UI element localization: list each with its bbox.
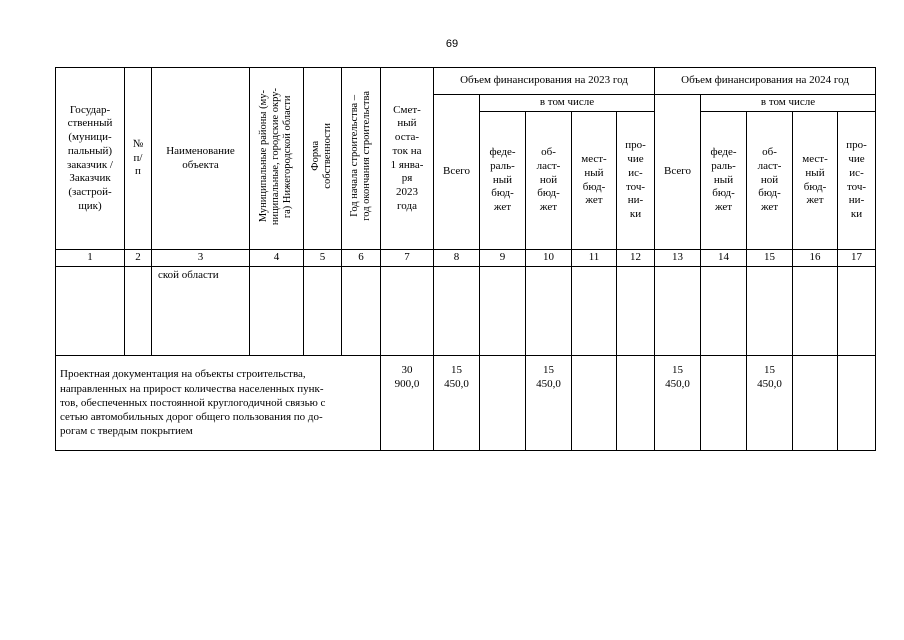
federal-2023-value (480, 356, 526, 451)
header-other-2023: про- чие ис- точ- ни- ки (617, 112, 655, 250)
header-ownership-form-text: Форма собственности (310, 123, 334, 189)
header-financing-2024: Объем финансирования на 2024 год (655, 68, 876, 95)
header-financing-2023: Объем финансирования на 2023 год (434, 68, 655, 95)
header-number: № п/ п (125, 68, 152, 250)
table-cell (381, 267, 434, 356)
header-municipal-districts (250, 68, 304, 250)
column-number: 17 (838, 250, 876, 267)
object-name-cell: ской области (152, 267, 250, 356)
table-cell (526, 267, 572, 356)
header-estimated-remainder: Смет- ный оста- ток на 1 янва- ря 2023 года (381, 68, 434, 250)
table-cell (838, 267, 876, 356)
header-total-2023: Всего (434, 95, 480, 250)
regional-2024-value: 15 450,0 (747, 356, 793, 451)
table-cell (342, 267, 381, 356)
table-cell (434, 267, 480, 356)
regional-2023-value: 15 450,0 (526, 356, 572, 451)
total-2023-value: 15 450,0 (434, 356, 480, 451)
federal-2024-value (701, 356, 747, 451)
column-number: 16 (793, 250, 838, 267)
table-cell (747, 267, 793, 356)
table-row (56, 267, 876, 356)
header-local-2024: мест- ный бюд- жет (793, 112, 838, 250)
header-row-1 (56, 68, 876, 95)
column-number: 12 (617, 250, 655, 267)
column-number: 8 (434, 250, 480, 267)
header-including-2024: в том числе (701, 95, 876, 112)
header-regional-2024: об- ласт- ной бюд- жет (747, 112, 793, 250)
table-cell (304, 267, 342, 356)
column-number: 1 (56, 250, 125, 267)
table-cell (480, 267, 526, 356)
estimated-remainder-value: 30 900,0 (381, 356, 434, 451)
table-row-summary (56, 356, 876, 451)
column-number: 11 (572, 250, 617, 267)
table-cell (793, 267, 838, 356)
header-federal-2023: феде- раль- ный бюд- жет (480, 112, 526, 250)
header-municipal-districts-text: Муниципальные районы (му- ниципальные, городские окру- га) Нижегородской области (258, 87, 294, 225)
summary-description: Проектная документация на объекты строительства, направленных на прирост количества населенных пунк- тов, обеспеченных постоянной круглогодичной связью с сетью автомобильных дорог общего пользования по до- рогам с твердым покрытием (56, 356, 381, 451)
column-number: 14 (701, 250, 747, 267)
header-ownership-form (304, 68, 342, 250)
table-cell (655, 267, 701, 356)
header-local-2023: мест- ный бюд- жет (572, 112, 617, 250)
header-total-2024: Всего (655, 95, 701, 250)
other-2023-value (617, 356, 655, 451)
header-federal-2024: феде- раль- ный бюд- жет (701, 112, 747, 250)
table-cell (250, 267, 304, 356)
column-number: 13 (655, 250, 701, 267)
header-construction-years (342, 68, 381, 250)
column-number: 5 (304, 250, 342, 267)
column-number-row (56, 250, 876, 267)
table-cell (125, 267, 152, 356)
column-number: 2 (125, 250, 152, 267)
column-number: 10 (526, 250, 572, 267)
column-number: 6 (342, 250, 381, 267)
column-number: 15 (747, 250, 793, 267)
local-2023-value (572, 356, 617, 451)
table-cell (56, 267, 125, 356)
column-number: 7 (381, 250, 434, 267)
table-cell (572, 267, 617, 356)
table-cell (701, 267, 747, 356)
total-2024-value: 15 450,0 (655, 356, 701, 451)
local-2024-value (793, 356, 838, 451)
header-object-name: Наименование объекта (152, 68, 250, 250)
financing-table (55, 67, 876, 451)
column-number: 4 (250, 250, 304, 267)
header-construction-years-text: Год начала строительства – год окончания строительства (348, 91, 372, 222)
header-customer: Государ- ственный (муници- пальный) заказчик / Заказчик (застрой- щик) (56, 68, 125, 250)
page-number: 69 (445, 38, 459, 50)
column-number: 9 (480, 250, 526, 267)
header-including-2023: в том числе (480, 95, 655, 112)
table-cell (617, 267, 655, 356)
other-2024-value (838, 356, 876, 451)
header-other-2024: про- чие ис- точ- ни- ки (838, 112, 876, 250)
column-number: 3 (152, 250, 250, 267)
header-regional-2023: об- ласт- ной бюд- жет (526, 112, 572, 250)
